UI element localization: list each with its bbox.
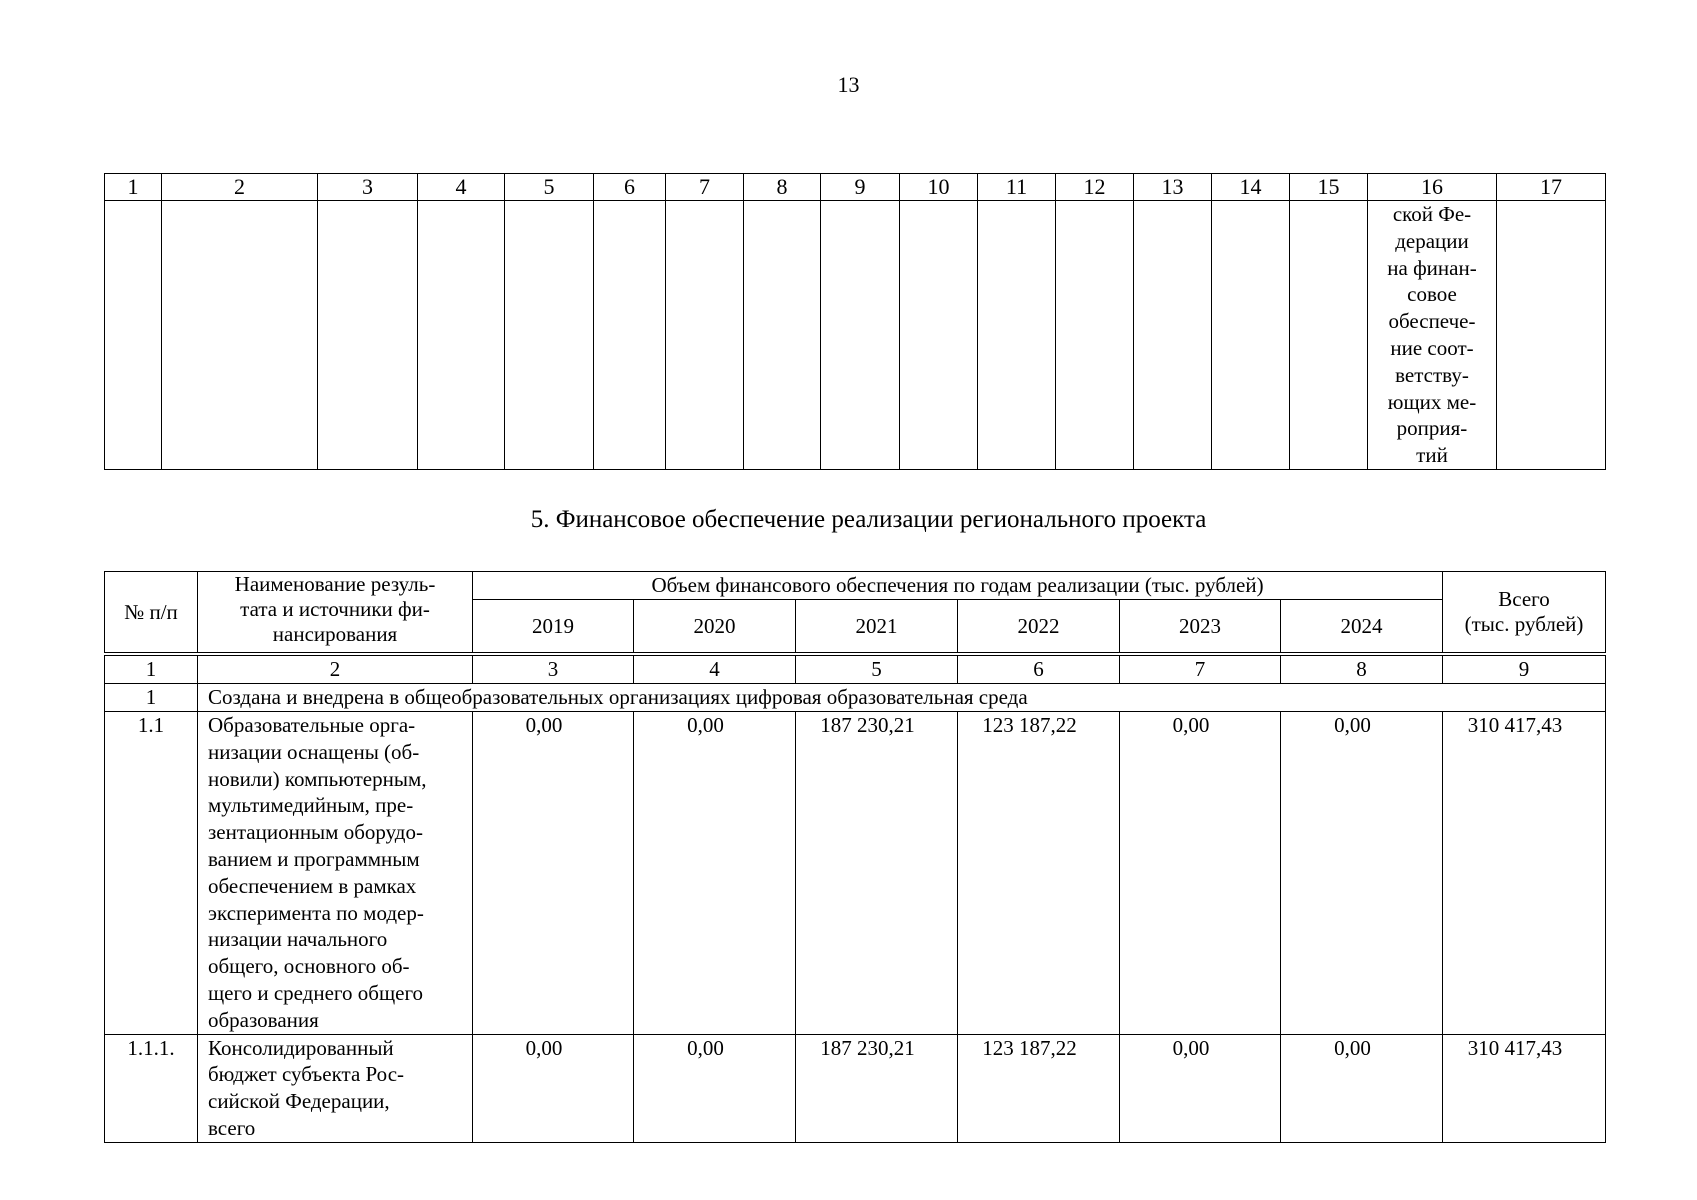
column-number: 17	[1497, 174, 1606, 201]
header-total	[1443, 572, 1606, 653]
column-number: 6	[958, 656, 1120, 684]
header-row	[105, 572, 1606, 600]
column-number: 3	[473, 656, 634, 684]
text-line: мультимедийным, пре-	[208, 793, 414, 818]
text-line: сийской Федерации,	[208, 1089, 390, 1114]
col16-continued-text	[1368, 201, 1497, 470]
column-number: 13	[1134, 174, 1212, 201]
text-line: совое	[1407, 282, 1457, 307]
table-cell	[1497, 201, 1606, 470]
column-number: 1	[105, 174, 162, 201]
table-cell	[1290, 201, 1368, 470]
value-cell: 187 230,21	[796, 1034, 958, 1142]
table-cell	[594, 201, 666, 470]
value-cell: 0,00	[1281, 712, 1443, 1035]
column-number: 4	[418, 174, 505, 201]
header-line: тата и источники фи-	[240, 597, 430, 621]
column-number-row	[105, 656, 1606, 684]
text-line: роприя-	[1396, 416, 1468, 441]
column-number: 9	[1443, 656, 1606, 684]
continuation-row	[105, 201, 1606, 470]
table-cell	[1056, 201, 1134, 470]
value-cell: 0,00	[1120, 1034, 1281, 1142]
header-line: (тыс. рублей)	[1464, 612, 1584, 636]
table-cell	[1212, 201, 1290, 470]
value-cell: 0,00	[1120, 712, 1281, 1035]
text-line: эксперимента по модер-	[208, 900, 424, 925]
column-number: 6	[594, 174, 666, 201]
column-number: 7	[1120, 656, 1281, 684]
row-num: 1.1	[105, 712, 198, 1035]
column-number: 3	[318, 174, 418, 201]
row-num: 1.1.1.	[105, 1034, 198, 1142]
text-line: ветству-	[1395, 362, 1469, 387]
value-cell: 0,00	[634, 712, 796, 1035]
continuation-table	[104, 173, 1606, 470]
finance-table	[104, 571, 1606, 1143]
value-cell: 123 187,22	[958, 712, 1120, 1035]
section-title: 5. Финансовое обеспечение реализации регионального проекта	[530, 506, 1207, 533]
table-cell	[505, 201, 594, 470]
header-year: 2019	[473, 600, 634, 653]
table-cell	[821, 201, 900, 470]
column-number: 5	[505, 174, 594, 201]
text-line: на финан-	[1387, 255, 1477, 280]
header-volume: Объем финансового обеспечения по годам реализации (тыс. рублей)	[473, 572, 1443, 600]
text-line: бюджет субъекта Рос-	[208, 1062, 405, 1087]
table-cell	[162, 201, 318, 470]
header-year: 2024	[1281, 600, 1443, 653]
header-year: 2021	[796, 600, 958, 653]
column-number: 5	[796, 656, 958, 684]
header-year: 2022	[958, 600, 1120, 653]
total-cell: 310 417,43	[1443, 1034, 1606, 1142]
value-cell: 0,00	[473, 712, 634, 1035]
row-name	[198, 1034, 473, 1142]
column-number: 2	[198, 656, 473, 684]
value-cell: 0,00	[473, 1034, 634, 1142]
header-year: 2020	[634, 600, 796, 653]
table-row	[105, 1034, 1606, 1142]
text-line: щего и среднего общего	[208, 980, 424, 1005]
table-cell	[978, 201, 1056, 470]
group-num: 1	[105, 684, 198, 712]
table-cell	[1134, 201, 1212, 470]
text-line: образования	[208, 1007, 319, 1032]
value-cell: 187 230,21	[796, 712, 958, 1035]
text-line: низации оснащены (об-	[208, 739, 420, 764]
row-name	[198, 712, 473, 1035]
text-line: зентационным оборудо-	[208, 820, 423, 845]
text-line: обеспечением в рамках	[208, 873, 417, 898]
column-number: 10	[900, 174, 978, 201]
table-cell	[318, 201, 418, 470]
table-cell	[744, 201, 821, 470]
table-cell	[418, 201, 505, 470]
table-cell	[666, 201, 744, 470]
column-number: 11	[978, 174, 1056, 201]
text-line: Консолидированный	[208, 1035, 394, 1060]
header-num: № п/п	[105, 572, 198, 653]
text-line: ющих ме-	[1387, 389, 1477, 414]
header-name	[198, 572, 473, 653]
text-line: ние соот-	[1390, 335, 1474, 360]
text-line: всего	[208, 1115, 256, 1140]
text-line: тий	[1416, 443, 1448, 468]
header-year: 2023	[1120, 600, 1281, 653]
text-line: общего, основного об-	[208, 954, 410, 979]
column-number-row	[105, 174, 1606, 201]
header-line: Всего	[1498, 587, 1550, 611]
text-line: новили) компьютерным,	[208, 766, 427, 791]
text-line: ванием и программным	[208, 846, 420, 871]
column-number: 4	[634, 656, 796, 684]
column-number: 2	[162, 174, 318, 201]
group-row	[105, 684, 1606, 712]
column-number: 15	[1290, 174, 1368, 201]
column-number: 14	[1212, 174, 1290, 201]
text-line: низации начального	[208, 927, 388, 952]
total-cell: 310 417,43	[1443, 712, 1606, 1035]
column-number: 8	[744, 174, 821, 201]
column-number: 16	[1368, 174, 1497, 201]
page-number: 13	[837, 72, 860, 97]
table-row	[105, 712, 1606, 1035]
group-text: Создана и внедрена в общеобразовательных организациях цифровая образовательная среда	[198, 684, 1606, 712]
column-number: 12	[1056, 174, 1134, 201]
text-line: ской Фе-	[1392, 202, 1472, 226]
value-cell: 123 187,22	[958, 1034, 1120, 1142]
column-number: 7	[666, 174, 744, 201]
header-line: Наименование резуль-	[234, 572, 436, 596]
column-number: 9	[821, 174, 900, 201]
text-line: обеспече-	[1388, 309, 1476, 334]
column-number: 8	[1281, 656, 1443, 684]
value-cell: 0,00	[634, 1034, 796, 1142]
table-cell	[900, 201, 978, 470]
table-cell	[105, 201, 162, 470]
value-cell: 0,00	[1281, 1034, 1443, 1142]
column-number: 1	[105, 656, 198, 684]
header-line: нансирования	[272, 622, 398, 646]
text-line: Образовательные орга-	[208, 713, 416, 737]
text-line: дерации	[1395, 228, 1469, 253]
